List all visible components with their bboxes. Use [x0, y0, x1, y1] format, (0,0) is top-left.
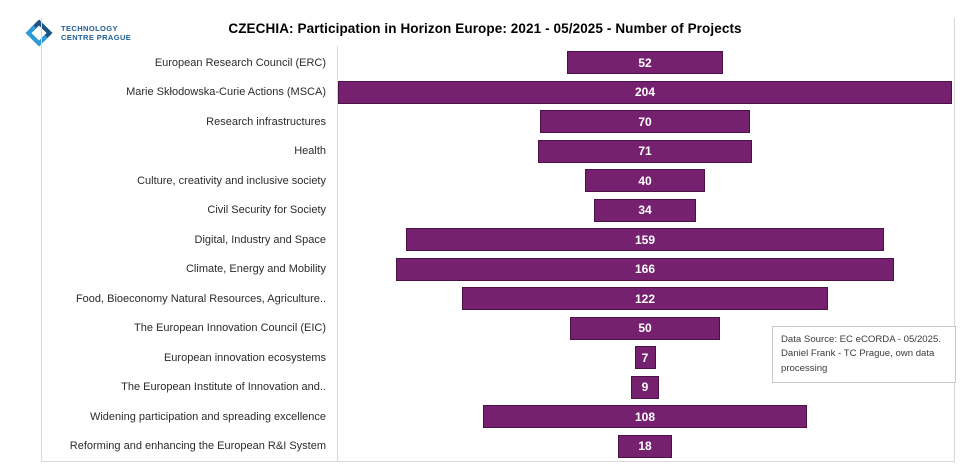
bar-value-label: 70	[638, 114, 652, 129]
chart-body	[42, 48, 954, 461]
bar-row	[336, 225, 954, 255]
bar-row	[336, 137, 954, 167]
category-label: Civil Security for Society	[207, 204, 326, 217]
category-label: Marie Skłodowska-Curie Actions (MSCA)	[126, 86, 326, 99]
bar-value-label: 50	[638, 321, 652, 336]
bar-row	[336, 48, 954, 78]
category-label: Climate, Energy and Mobility	[185, 263, 326, 276]
category-label: Reforming and enhancing the European R&I System	[69, 440, 326, 453]
bar-value-label: 108	[634, 409, 656, 424]
logo-text-line1: TECHNOLOGY	[61, 23, 118, 33]
bar	[618, 435, 672, 458]
chart-right-border-line	[954, 18, 955, 462]
bar-value-label: 71	[638, 144, 652, 159]
chart-title: CZECHIA: Participation in Horizon Europe: 2021 - 05/2025 - Number of Projects	[228, 21, 742, 36]
category-label: The European Innovation Council (EIC)	[134, 322, 326, 335]
bar-value-label: 7	[641, 350, 649, 365]
bar-value-label: 34	[638, 203, 652, 218]
data-source-annotation: Data Source: EC eCORDA - 05/2025. Daniel Frank - TC Prague, own data processing	[772, 326, 956, 383]
bar-value-label: 166	[634, 262, 656, 277]
bar-value-label: 40	[638, 173, 652, 188]
bar-row	[336, 78, 954, 108]
bar	[540, 110, 750, 133]
category-label: Digital, Industry and Space	[194, 233, 326, 246]
bar-value-label: 204	[634, 85, 655, 100]
bar	[631, 376, 658, 399]
bar	[462, 287, 829, 310]
bar	[538, 140, 751, 163]
bar	[396, 258, 895, 281]
bar	[570, 317, 720, 340]
bar-row	[336, 107, 954, 137]
category-label: European Research Council (ERC)	[154, 56, 326, 69]
logo-text-line2: CENTRE PRAGUE	[61, 33, 132, 42]
bar-value-label: 159	[634, 232, 655, 247]
bar	[406, 228, 884, 251]
bar	[585, 169, 705, 192]
bar-value-label: 122	[634, 291, 656, 306]
bar	[338, 81, 951, 104]
bar	[567, 51, 723, 74]
bar-row	[336, 255, 954, 285]
bar-row	[336, 166, 954, 196]
category-label: Food, Bioeconomy Natural Resources, Agriculture..	[75, 292, 326, 305]
bar	[483, 405, 808, 428]
category-label: European innovation ecosystems	[163, 351, 326, 364]
bar-row	[336, 284, 954, 314]
category-label: Research infrastructures	[206, 115, 326, 128]
category-labels-column	[42, 48, 336, 461]
bar-value-label: 52	[638, 55, 652, 70]
bar-value-label: 18	[638, 439, 652, 454]
chart-bottom-border-line	[41, 461, 955, 462]
bar-row	[336, 196, 954, 226]
bar	[635, 346, 656, 369]
bar-row	[336, 432, 954, 462]
plot-area	[336, 48, 954, 461]
bar-value-label: 9	[641, 380, 649, 395]
category-label: Culture, creativity and inclusive society	[137, 174, 326, 187]
category-label: The European Institute of Innovation and..	[121, 381, 326, 394]
bar	[594, 199, 696, 222]
category-label: Widening participation and spreading excellence	[89, 410, 326, 423]
bar-row	[336, 402, 954, 432]
category-label: Health	[294, 145, 326, 158]
